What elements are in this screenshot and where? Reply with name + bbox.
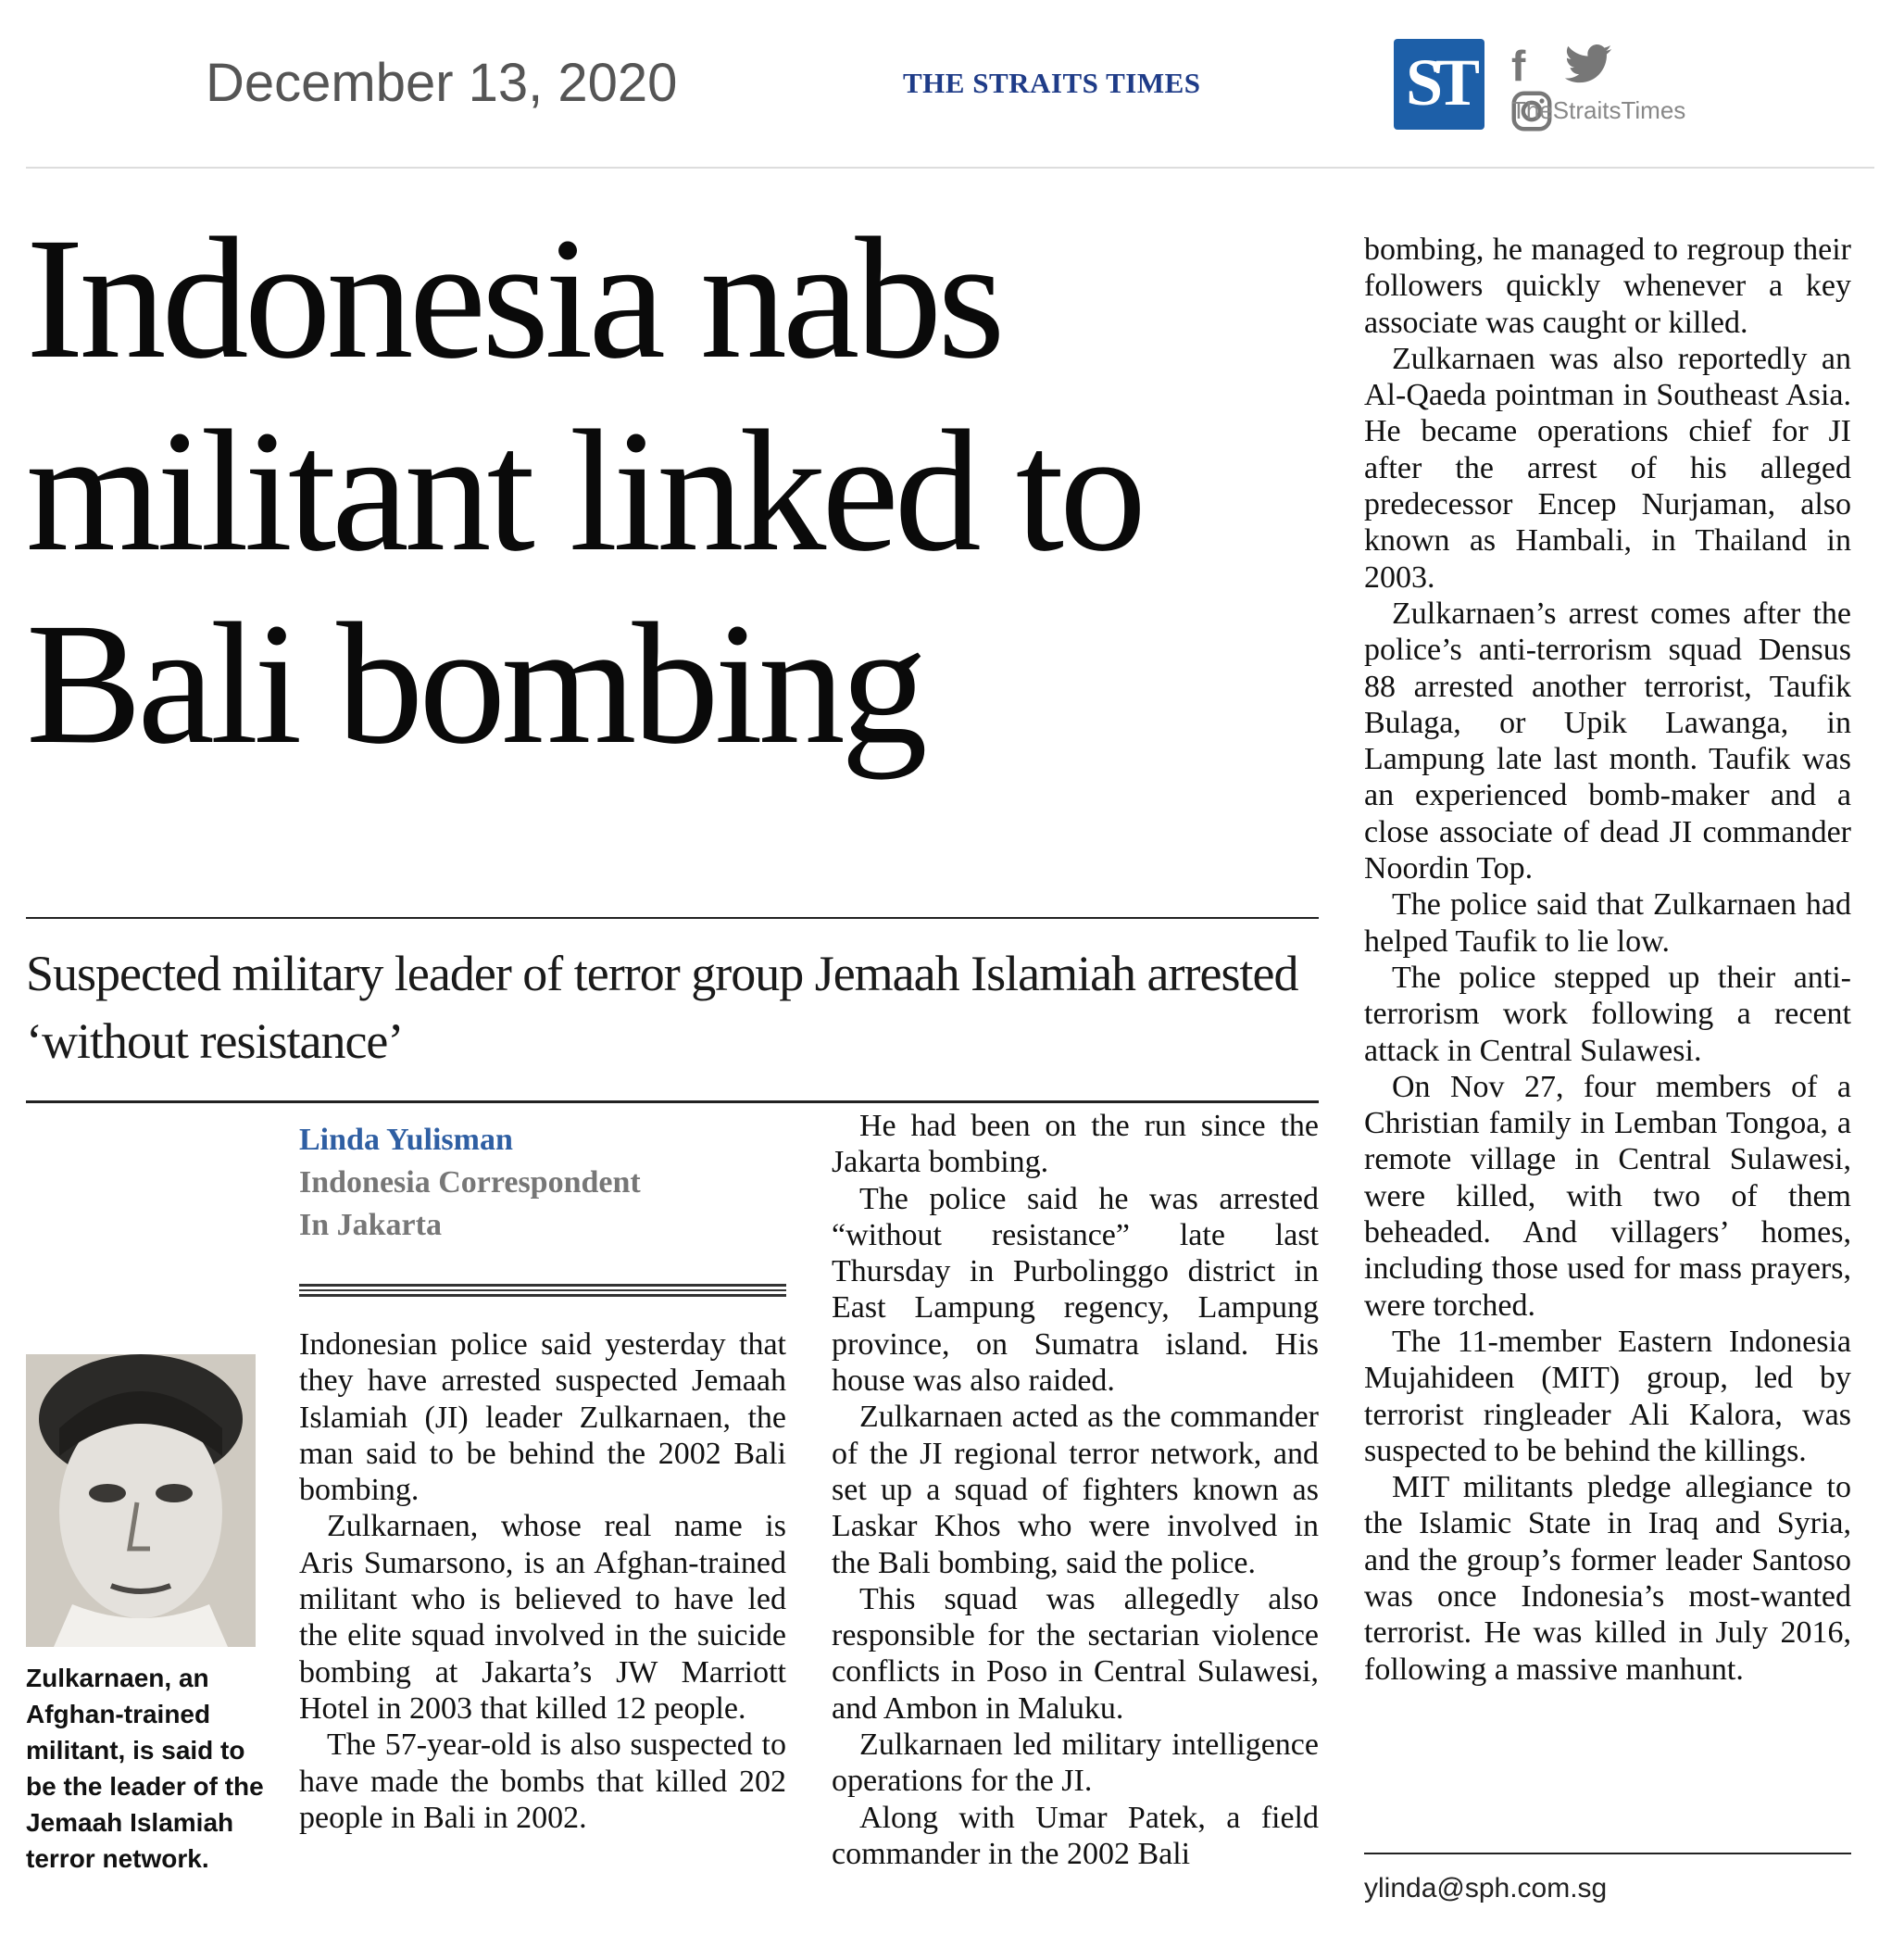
paragraph: Zulkarnaen was also reportedly an Al-Qaeda pointman in Southeast Asia. He became operations chief for JI after the arrest of his alleged predecessor Encep Nurjaman, also known as Hambali, in Thailand in 2003.	[1364, 341, 1851, 595]
portrait-photo	[26, 1354, 256, 1647]
st-logo-text: ST	[1405, 45, 1473, 119]
publication-date: December 13, 2020	[206, 53, 678, 113]
author-role: Indonesia Correspondent	[299, 1165, 641, 1200]
subheadline: Suspected military leader of terror group Jemaah Islamiah arrested ‘without resistance’	[26, 946, 1298, 1069]
paragraph: Zulkarnaen’s arrest comes after the police’s anti-terrorism squad Densus 88 arrested another terrorist, Taufik Bulaga, or Upik Lawanga, in Lampung late last month. Taufik was an experienced bomb-maker and a close associate of dead JI commander Noordin Top.	[1364, 596, 1851, 886]
article-column-1	[299, 1326, 786, 1919]
author-name[interactable]: Linda Yulisman	[299, 1123, 513, 1157]
paragraph: Zulkarnaen led military intelligence operations for the JI.	[832, 1728, 1319, 1799]
author-location: In Jakarta	[299, 1208, 442, 1242]
byline-divider	[299, 1284, 786, 1297]
byline	[299, 1119, 641, 1247]
paragraph: The 57-year-old is also suspected to have made the bombs that killed 202 people in Bali in 2002.	[299, 1728, 786, 1835]
paragraph: Zulkarnaen acted as the commander of the JI regional terror network, and set up a squad of fighters known as Laskar Khos who were involved in the Bali bombing, said the police.	[832, 1400, 1319, 1580]
paragraph: MIT militants pledge allegiance to the Islamic State in Iraq and Syria, and the group’s former leader Santoso was once Indonesia’s most-wanted terrorist. He was killed in July 2016, following a massive manhunt.	[1364, 1470, 1851, 1687]
subhead-top-rule	[26, 917, 1319, 919]
paragraph: Along with Umar Patek, a field commander in the 2002 Bali	[832, 1800, 1319, 1871]
article-column-3	[1364, 232, 1851, 1834]
paragraph: The police said that Zulkarnaen had helped Taufik to lie low.	[1364, 887, 1851, 959]
st-logo	[1394, 39, 1484, 130]
paragraph: Zulkarnaen, whose real name is Aris Sumarsono, is an Afghan-trained militant who is believed to have led the elite squad involved in the suicide bombing at Jakarta’s JW Marriott Hotel in 2003 that killed 12 people.	[299, 1509, 786, 1726]
article-column-2	[832, 1108, 1319, 1923]
paragraph: Indonesian police said yesterday that they have arrested suspected Jemaah Islamiah (JI) leader Zulkarnaen, the man said to be behind the 2002 Bali bombing.	[299, 1327, 786, 1508]
social-handle[interactable]: TheStraitsTimes	[1511, 96, 1686, 124]
photo-caption: Zulkarnaen, an Afghan-trained militant, is said to be the leader of the Jemaah Islamiah terror network.	[26, 1664, 264, 1873]
paragraph: This squad was allegedly also responsible for the sectarian violence conflicts in Poso in Central Sulawesi, and Ambon in Maluku.	[832, 1581, 1319, 1726]
paragraph: The police stepped up their anti-terrorism work following a recent attack in Central Sulawesi.	[1364, 960, 1851, 1068]
subhead-bottom-rule	[26, 1100, 1319, 1103]
paragraph: bombing, he managed to regroup their followers quickly whenever a key associate was caught or killed.	[1364, 232, 1851, 340]
facebook-icon[interactable]: f	[1511, 42, 1526, 90]
author-email[interactable]: ylinda@sph.com.sg	[1364, 1873, 1608, 1904]
email-divider	[1364, 1853, 1851, 1854]
paragraph: The police said he was arrested “without resistance” late last Thursday in Purbolinggo district in East Lampung regency, Lampung province, on Sumatra island. His house was also raided.	[832, 1181, 1319, 1399]
paragraph: On Nov 27, four members of a Christian family in Lemban Tongoa, a remote village in Central Sulawesi, were killed, with two of them beheaded. And villagers’ homes, including those used for mass prayers, were torched.	[1364, 1069, 1851, 1323]
masthead: THE STRAITS TIMES	[903, 67, 1201, 99]
social-icons	[1511, 41, 1706, 90]
header-divider	[26, 167, 1874, 169]
headline: Indonesia nabs militant linked to Bali bombing	[26, 201, 1142, 780]
paragraph: He had been on the run since the Jakarta bombing.	[832, 1109, 1319, 1180]
paragraph: The 11-member Eastern Indonesia Mujahideen (MIT) group, led by terrorist ringleader Ali Kalora, was suspected to be behind the killings.	[1364, 1324, 1851, 1468]
twitter-icon[interactable]	[1564, 44, 1612, 88]
